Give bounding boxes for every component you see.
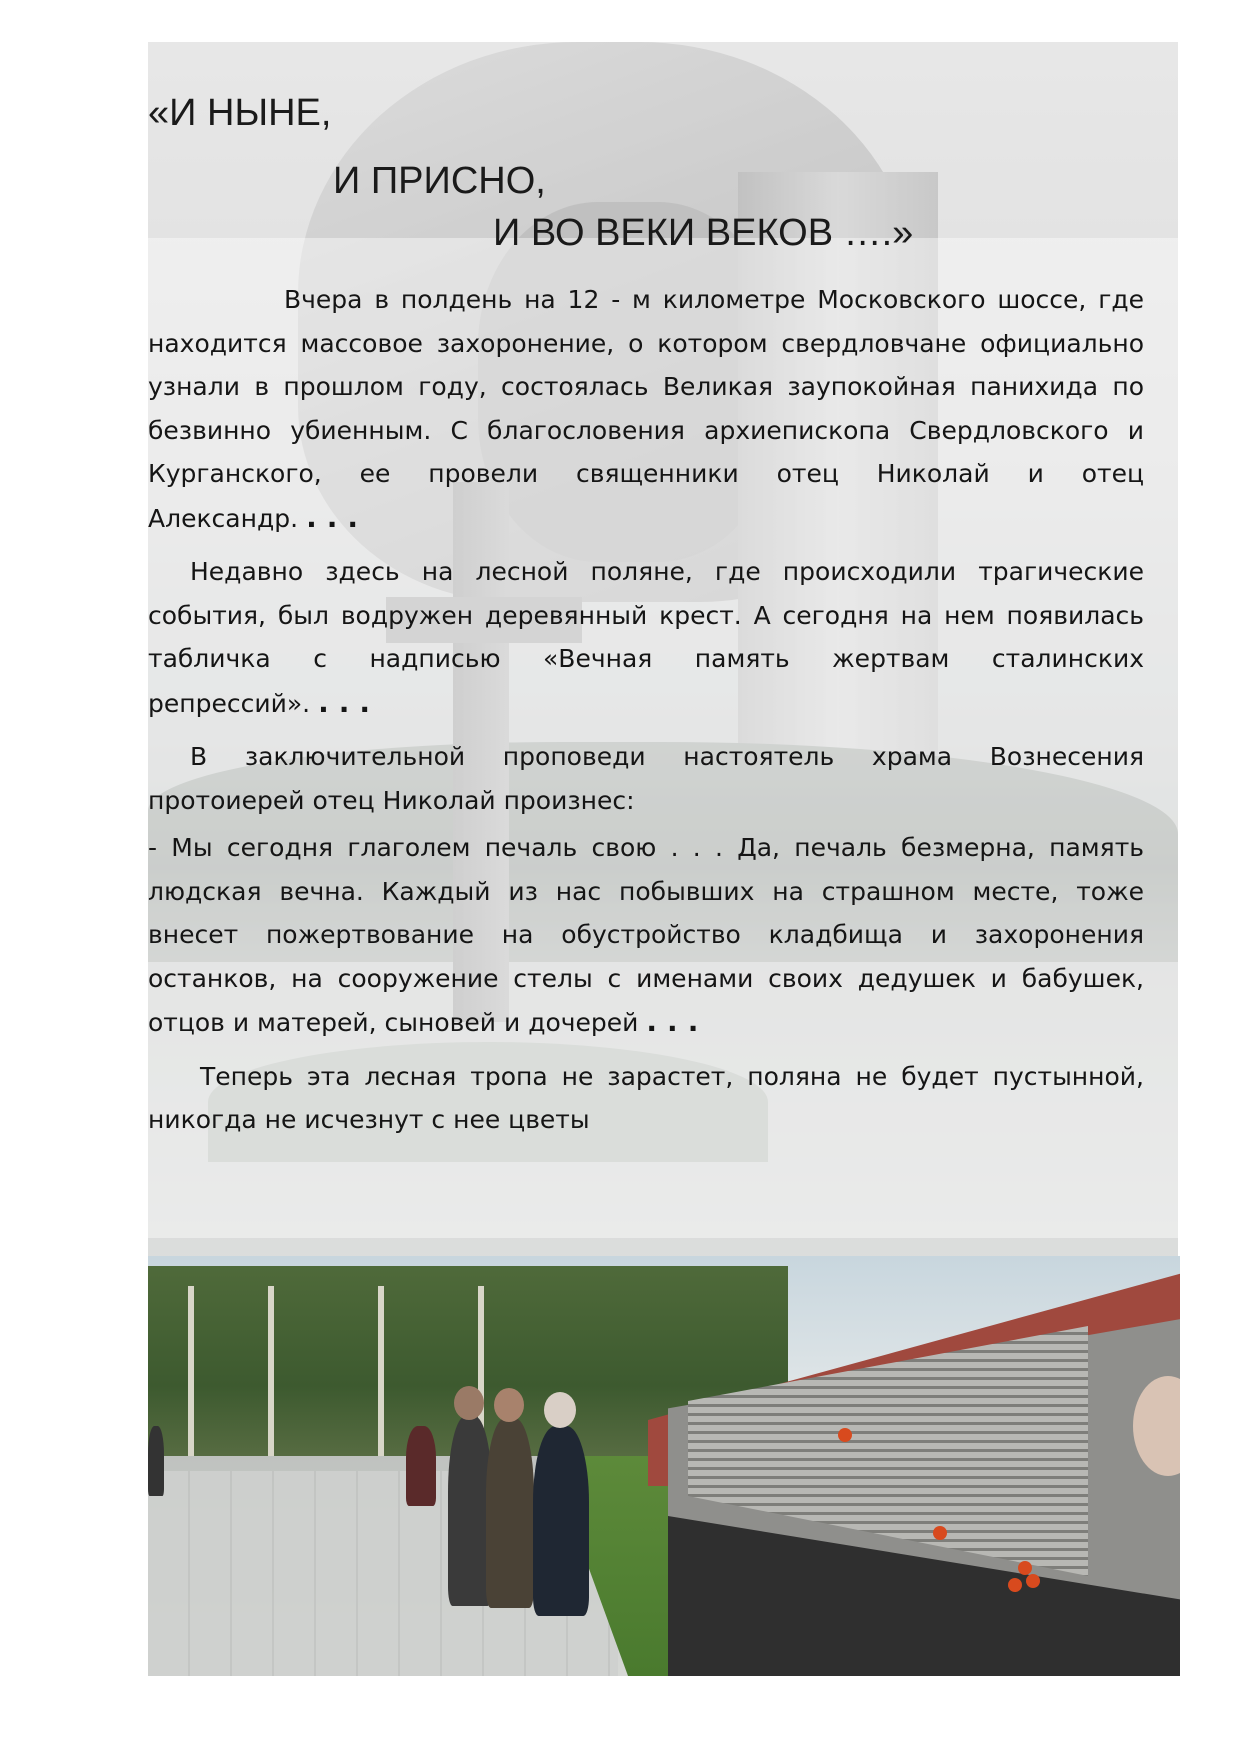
photo-flower	[1018, 1561, 1032, 1575]
paragraph-2-text: Недавно здесь на лесной поляне, где происходили трагические события, был водружен деревянный крест. А сегодня на нем появилась табличка с надписью «Вечная память жертвам сталинских репрессий».	[148, 557, 1144, 718]
paragraph-2-ellipsis: ...	[318, 685, 380, 719]
photo-visitor-head	[494, 1388, 524, 1422]
photo-flower	[838, 1428, 852, 1442]
photo-flower	[1026, 1574, 1040, 1588]
photo-visitor-head	[454, 1386, 484, 1420]
paragraph-1	[148, 278, 1144, 540]
paragraph-2	[148, 550, 1144, 725]
title-line-3: И ВО ВЕКИ ВЕКОВ ….»	[493, 212, 914, 254]
photo-visitor-far	[148, 1426, 164, 1496]
paragraph-4-ellipsis: ...	[646, 1005, 709, 1038]
photo-visitor	[533, 1426, 589, 1616]
photo-flower	[933, 1526, 947, 1540]
paragraph-1-text: Вчера в полдень на 12 - м километре Московского шоссе, где находится массовое захоронение, о котором свердловчане официально узнали в прошлом году, состоялась Великая заупокойная панихида по безвинно убиенным. С благословения архиепископа Свердловского и Курганского, ее провели священники отец Николай и отец Александр.	[148, 285, 1144, 533]
paragraph-3: В заключительной проповеди настоятель храма Вознесения протоиерей отец Николай произнес:	[148, 742, 1144, 815]
paragraph-1-ellipsis: ...	[306, 500, 368, 534]
photo-birch-trunk	[378, 1286, 384, 1476]
title-line-1: «И НЫНЕ,	[148, 92, 332, 134]
photo-visitor	[486, 1418, 534, 1608]
photo-birch-trunk	[188, 1286, 194, 1476]
paragraph-4	[148, 826, 1144, 1045]
photo-visitor-far	[406, 1426, 436, 1506]
article-body	[148, 278, 1144, 1142]
photo-visitor-head	[544, 1392, 576, 1428]
photo-flower	[1008, 1578, 1022, 1592]
memorial-wall-photo	[148, 1256, 1180, 1676]
photo-birch-trunk	[268, 1286, 274, 1476]
paragraph-4-text: - Мы сегодня глаголем печаль свою . . . Да, печаль безмерна, память людская вечна. Каждый из нас побывших на страшном месте, тоже внесет пожертвование на обустройство кладбища и захоронения останков, на сооружение стелы с именами своих дедушек и бабушек, отцов и матерей, сыновей и дочерей	[148, 833, 1144, 1037]
title-line-2: И ПРИСНО,	[333, 160, 546, 202]
paragraph-5: Теперь эта лесная тропа не зарастет, поляна не будет пустынной, никогда не исчезнут с нее цветы	[148, 1061, 1144, 1134]
